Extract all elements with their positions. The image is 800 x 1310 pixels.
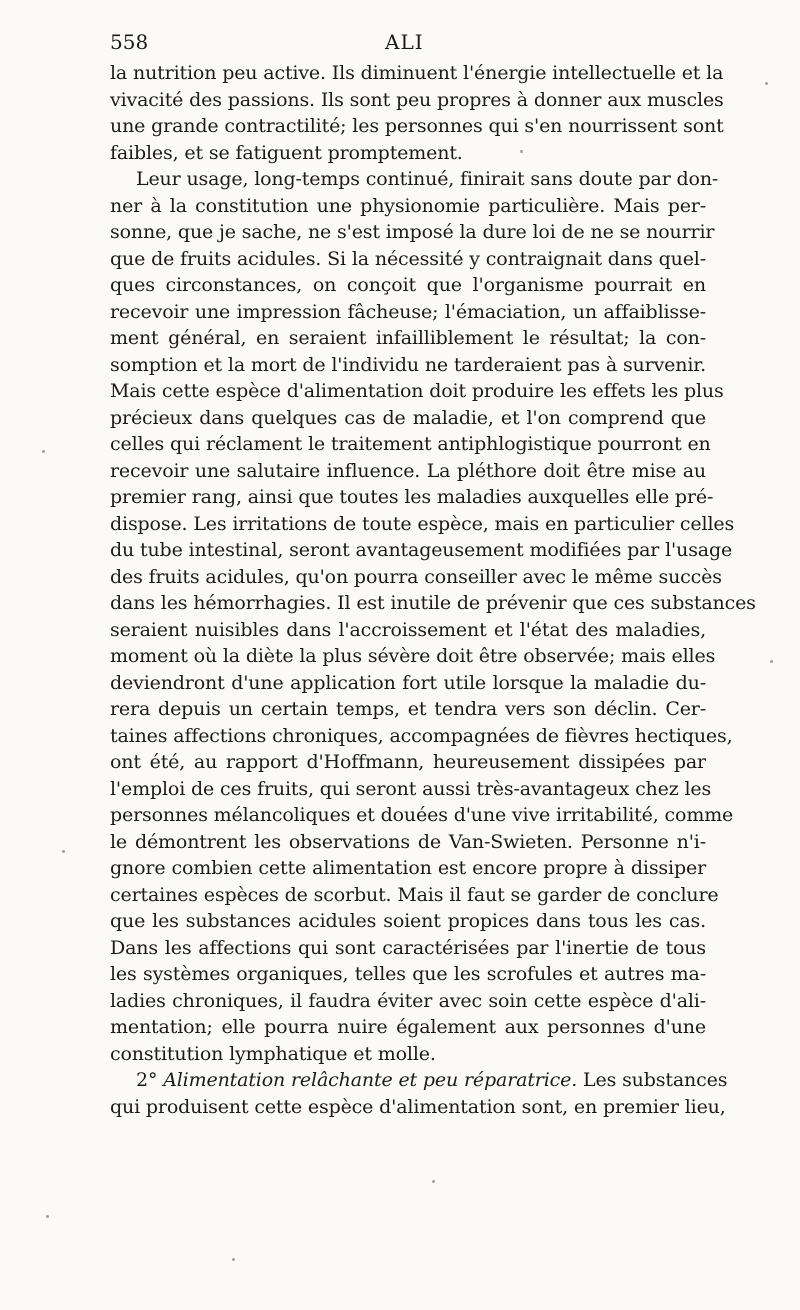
text-line: Leur usage, long-temps continué, finirait sans doute par don- xyxy=(136,168,719,190)
text-line: vivacité des passions. Ils sont peu propres à donner aux muscles xyxy=(110,88,724,111)
text-line: celles qui réclament le traitement antiphlogistique pourront en xyxy=(110,433,711,455)
text-line: ont été, au rapport d'Hoffmann, heureusement dissipées par xyxy=(110,751,706,773)
text-line: deviendront d'une application fort utile lorsque la maladie du- xyxy=(110,671,706,694)
paper-speck xyxy=(765,82,768,85)
body-text xyxy=(110,60,756,1120)
text-line: la nutrition peu active. Ils diminuent l'énergie intellectuelle et la xyxy=(110,62,724,84)
text-line: constitution lymphatique et molle. xyxy=(110,1042,436,1065)
paper-speck xyxy=(520,150,523,153)
paper-speck xyxy=(62,850,65,853)
text-line: que de fruits acidules. Si la nécessité y contraignait dans quel- xyxy=(110,247,706,270)
text-line: des fruits acidules, qu'on pourra conseiller avec le même succès xyxy=(110,565,722,588)
text-line: qui produisent cette espèce d'alimentation sont, en premier lieu, xyxy=(110,1095,726,1118)
running-head: ALI xyxy=(385,30,424,54)
text-line: sonne, que je sache, ne s'est imposé la dure loi de ne se nourrir xyxy=(110,221,715,243)
text-line: recevoir une salutaire influence. La pléthore doit être mise au xyxy=(110,459,706,482)
text-line: certaines espèces de scorbut. Mais il faut se garder de conclure xyxy=(110,883,719,906)
text-line: du tube intestinal, seront avantageusement modifiées par l'usage xyxy=(110,539,733,561)
text-line: premier rang, ainsi que toutes les maladies auxquelles elle pré- xyxy=(110,486,714,508)
section-number: 2° xyxy=(136,1069,164,1091)
text-line: ment général, en seraient infailliblement le résultat; la con- xyxy=(110,327,706,349)
page-number: 558 xyxy=(110,30,149,54)
paper-speck xyxy=(232,1258,235,1261)
text-line: rera depuis un certain temps, et tendra vers son déclin. Cer- xyxy=(110,698,706,720)
text-line: recevoir une impression fâcheuse; l'émaciation, un affaiblisse- xyxy=(110,300,706,323)
text-line: l'emploi de ces fruits, qui seront aussi très-avantageux chez les xyxy=(110,777,712,800)
text-line: dispose. Les irritations de toute espèce, mais en particulier celles xyxy=(110,512,735,535)
text-line: que les substances acidules soient propices dans tous les cas. xyxy=(110,910,706,932)
text-line: gnore combien cette alimentation est encore propre à dissiper xyxy=(110,857,706,879)
text-line: le démontrent les observations de Van-Swieten. Personne n'i- xyxy=(110,830,706,853)
paper-speck xyxy=(770,660,773,663)
text-line: les systèmes organiques, telles que les scrofules et autres ma- xyxy=(110,963,706,985)
text-line: seraient nuisibles dans l'accroissement et l'état des maladies, xyxy=(110,618,706,641)
section-lead-text: Les substances xyxy=(577,1069,728,1091)
text-line: une grande contractilité; les personnes qui s'en nourrissent sont xyxy=(110,115,724,137)
text-line: ner à la constitution une physionomie particulière. Mais per- xyxy=(110,194,706,217)
section-title: Alimentation relâchante et peu réparatrice. xyxy=(163,1069,578,1091)
text-line: moment où la diète la plus sévère doit être observée; mais elles xyxy=(110,645,716,667)
text-line: somption et la mort de l'individu ne tarderaient pas à survenir. xyxy=(110,353,706,376)
text-line: Mais cette espèce d'alimentation doit produire les effets les plus xyxy=(110,380,724,402)
text-line: ques circonstances, on conçoit que l'organisme pourrait en xyxy=(110,274,706,296)
paper-speck xyxy=(42,450,45,453)
paper-speck xyxy=(432,1180,435,1183)
section-heading-line xyxy=(110,1067,728,1094)
text-line: ladies chroniques, il faudra éviter avec soin cette espèce d'ali- xyxy=(110,989,706,1012)
text-line: Dans les affections qui sont caractérisées par l'inertie de tous xyxy=(110,936,706,959)
text-line: précieux dans quelques cas de maladie, et l'on comprend que xyxy=(110,406,706,429)
text-line: taines affections chroniques, accompagnées de fièvres hectiques, xyxy=(110,724,733,747)
page-header xyxy=(110,30,706,60)
text-line: faibles, et se fatiguent promptement. xyxy=(110,141,463,164)
paper-speck xyxy=(46,1215,49,1218)
text-line: personnes mélancoliques et douées d'une vive irritabilité, comme xyxy=(110,804,734,826)
text-line: dans les hémorrhagies. Il est inutile de prévenir que ces substances xyxy=(110,592,756,614)
text-line: mentation; elle pourra nuire également aux personnes d'une xyxy=(110,1016,706,1038)
